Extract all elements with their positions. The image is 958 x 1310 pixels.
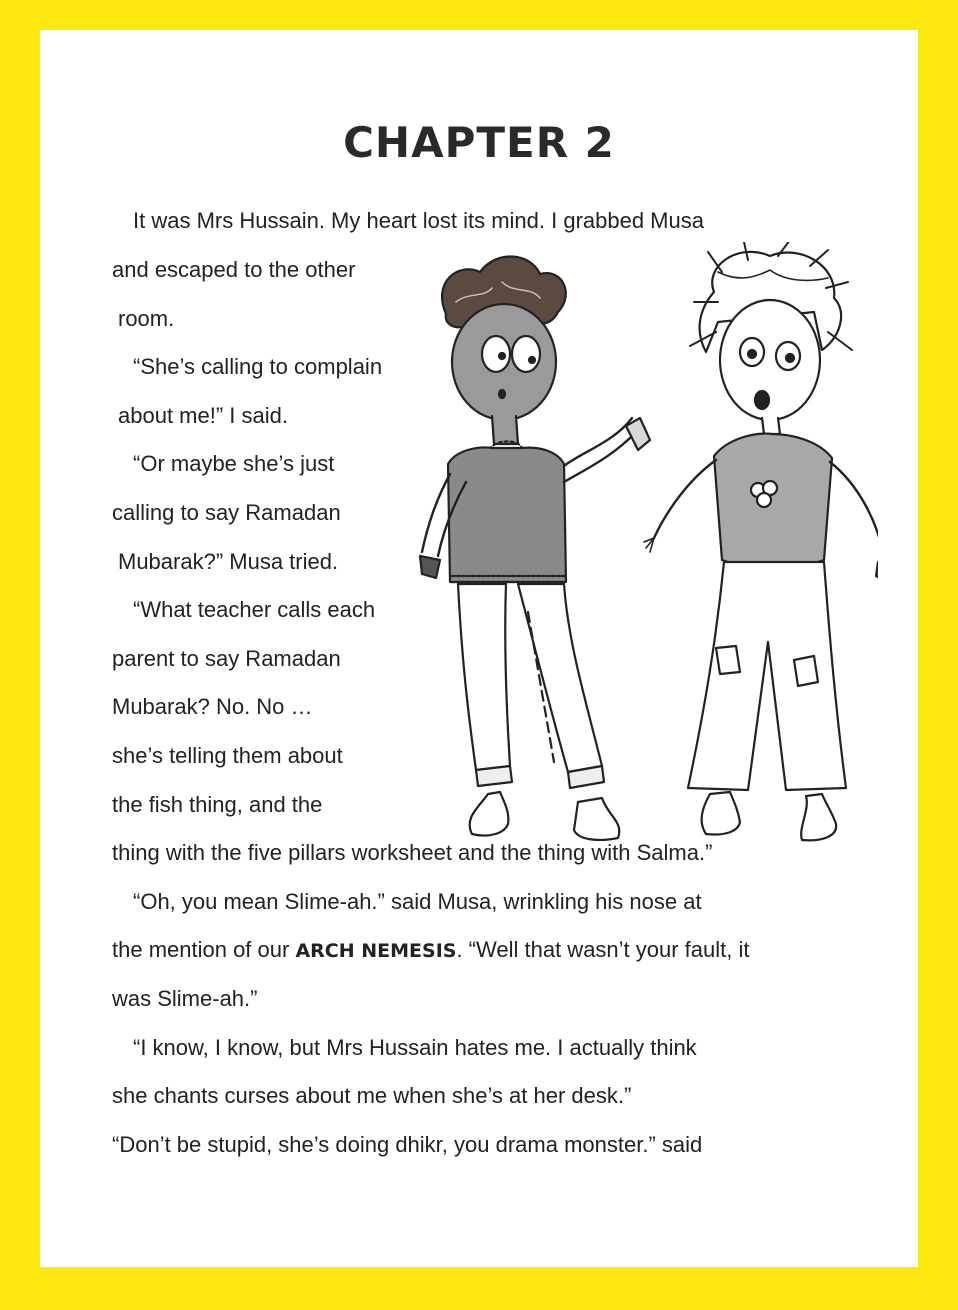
text-line: and escaped to the other bbox=[112, 257, 356, 282]
text-line: parent to say Ramadan bbox=[112, 646, 341, 671]
arch-nemesis-emphasis: ARCH NEMESIS bbox=[295, 940, 457, 962]
text-line: “Oh, you mean Slime-ah.” said Musa, wrinkling his nose at bbox=[133, 889, 702, 914]
girl-figure bbox=[644, 242, 878, 840]
boy-figure bbox=[420, 256, 650, 839]
text-line: It was Mrs Hussain. My heart lost its mind. I grabbed Musa bbox=[133, 208, 704, 233]
text-line: she’s telling them about bbox=[112, 743, 343, 768]
text-line: “She’s calling to complain bbox=[133, 354, 383, 379]
book-page bbox=[40, 30, 918, 1267]
text-line: Mubarak?” Musa tried. bbox=[118, 549, 339, 574]
text-line: was Slime-ah.” bbox=[112, 986, 258, 1011]
text-line: “I know, I know, but Mrs Hussain hates me. I actually think bbox=[133, 1035, 697, 1060]
text-line: Mubarak? No. No … bbox=[112, 694, 313, 719]
text-fragment: . “Well that wasn’t your fault, it bbox=[456, 937, 750, 962]
text-line: calling to say Ramadan bbox=[112, 500, 341, 525]
text-line: about me!” I said. bbox=[118, 403, 288, 428]
text-line: “Don’t be stupid, she’s doing dhikr, you drama monster.” said bbox=[112, 1132, 703, 1157]
text-line: the fish thing, and the bbox=[112, 792, 323, 817]
text-fragment: the mention of our bbox=[112, 937, 296, 962]
children-illustration bbox=[418, 242, 878, 862]
text-line bbox=[112, 937, 750, 964]
text-line: thing with the five pillars worksheet and the thing with Salma.” bbox=[112, 840, 713, 865]
chapter-heading: CHAPTER 2 bbox=[343, 118, 615, 167]
text-line: “Or maybe she’s just bbox=[133, 451, 335, 476]
text-line: room. bbox=[118, 306, 175, 331]
text-line: she chants curses about me when she’s at her desk.” bbox=[112, 1083, 632, 1108]
text-line: “What teacher calls each bbox=[133, 597, 376, 622]
